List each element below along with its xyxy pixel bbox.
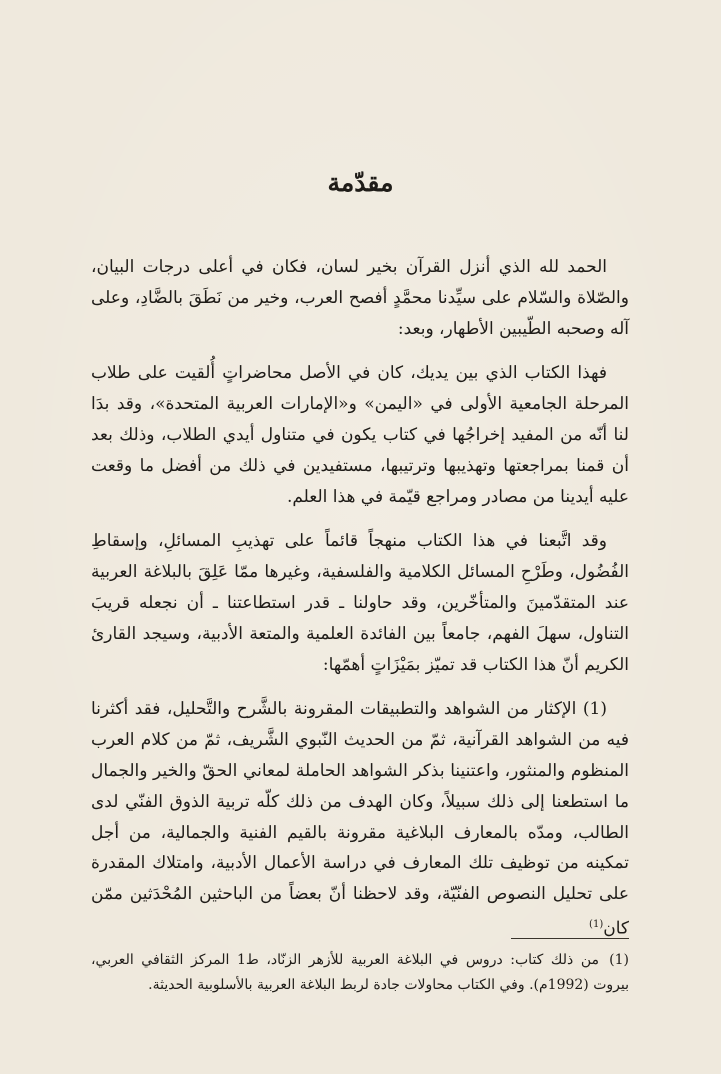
- paragraph-feature-1: [91, 694, 629, 944]
- paragraph-book-origin: فهذا الكتاب الذي بين يديك، كان في الأصل محاضراتٍ أُلقيت على طلاب المرحلة الجامعية الأولى في «اليمن» و«الإمارات العربية المتحدة»، وقد بدَا لنا أنّه من المفيد إخراجُها في كتاب يكون في متناول أيدي الطلاب، وذلك بعد أن قمنا بمراجعتها وتهذيبها وترتيبها، مستفيدين في ذلك من أفضل ما وقعت عليه أيدينا من مصادر ومراجع قيّمة في هذا العلم.: [91, 363, 629, 507]
- body-text: [91, 252, 629, 958]
- footnote-reference[interactable]: (1): [589, 918, 604, 930]
- footnote-divider: [511, 938, 629, 939]
- paragraph-feature-1-text: (1) الإكثار من الشواهد والتطبيقات المقرونة بالشَّرح والتَّحليل، فقد أكثرنا فيه من الشواهد القرآنية، ثمّ من الحديث النّبوي الشَّريف، ثمّ من كلام العرب المنظوم والمنثور، واعتنينا بذكر الشواهد الحاملة لمعاني الحقّ والخير والجمال ما استطعنا إلى ذلك سبيلاً، وكان الهدف من ذلك كلّه تربية الذوق الفنّي لدى الطالب، ومدّه بالمعارف البلاغية مقرونة بالقيم الفنية والجمالية، من أجل تمكينه من توظيف تلك المعارف في دراسة الأعمال الأدبية، وامتلاك المقدرة على تحليل النصوص الفنّيّة، وقد لاحظنا أنّ بعضاً من الباحثين المُحْدَثين ممّن كان: [91, 699, 629, 939]
- paragraph-opening: الحمد لله الذي أنزل القرآن بخير لسان، فكان في أعلى درجات البيان، والصّلاة والسّلام على سيِّدنا محمَّدٍ أفصح العرب، وخير من نَطَقَ بالضَّادِ، وعلى آله وصحبه الطّيبين الأطهار، وبعد:: [91, 257, 629, 339]
- footnote-text: من ذلك كتاب: دروس في البلاغة العربية للأزهر الزنّاد، ط1 المركز الثقافي العربي، بيروت (1992م). وفي الكتاب محاولات جادة لربط البلاغة العربية بالأسلوبية الحديثة.: [91, 952, 629, 993]
- paragraph-method: وقد اتَّبعنا في هذا الكتاب منهجاً قائماً على تهذيبِ المسائلِ، وإسقاطِ الفُضُول، وطَرْحِ المسائل الكلامية والفلسفية، وغيرها ممّا عَلِقَ بالبلاغة العربية عند المتقدّمينَ والمتأخّرين، وقد حاولنا ـ قدر استطاعتنا ـ أن نجعله قريبَ التناول، سهلَ الفهم، جامعاً بين الفائدة العلمية والمتعة الأدبية، وسيجد القارئ الكريم أنّ هذا الكتاب قد تميّز بمَيْزَاتٍ أهمّها:: [91, 531, 629, 675]
- page-title: مقدّمة: [327, 168, 394, 197]
- footnote-item: [91, 948, 629, 998]
- footnotes: [91, 948, 629, 998]
- footnote-number: (1): [609, 952, 629, 968]
